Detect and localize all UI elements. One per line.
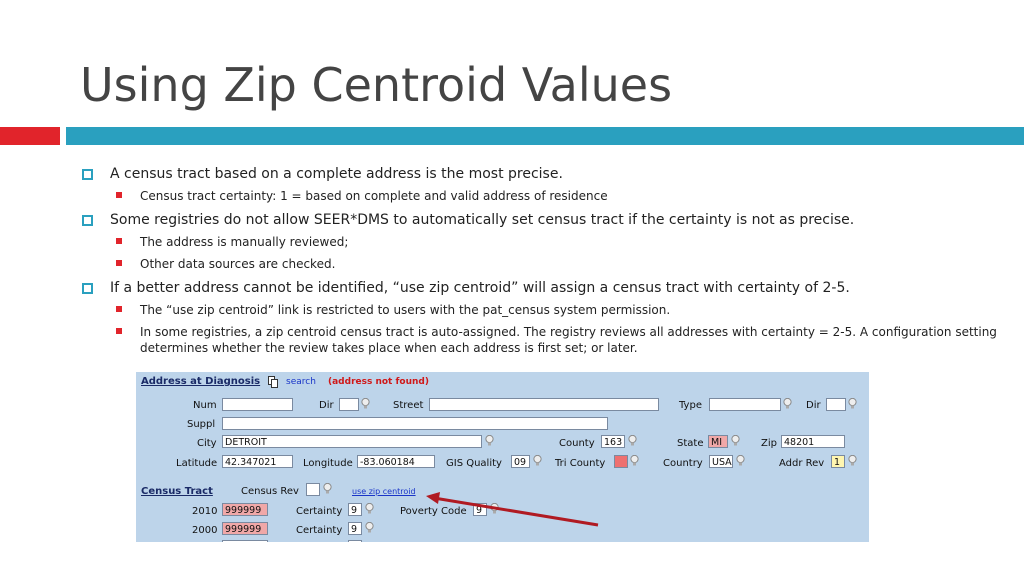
certainty-2010-label: Certainty	[296, 506, 343, 517]
copy-icon[interactable]	[268, 376, 278, 388]
type-label: Type	[679, 400, 702, 411]
census-tract-header: Census Tract	[141, 486, 213, 497]
square-bullet-icon	[82, 283, 93, 294]
census-rev-input[interactable]	[306, 483, 320, 496]
num-label: Num	[193, 400, 217, 411]
title-accent-red-bar	[0, 127, 60, 145]
state-label: State	[677, 438, 704, 449]
lightbulb-icon[interactable]	[736, 455, 745, 467]
lightbulb-icon[interactable]	[630, 455, 639, 467]
annotation-arrow	[416, 490, 606, 530]
lightbulb-icon[interactable]	[628, 435, 637, 447]
red-square-bullet-icon	[116, 328, 122, 334]
type-input[interactable]	[709, 398, 781, 411]
gis-quality-label: GIS Quality	[446, 458, 502, 469]
city-label: City	[197, 438, 217, 449]
tract-partial-input[interactable]	[222, 540, 268, 542]
certainty-2000-input[interactable]: 9	[348, 522, 362, 535]
sub-bullet-text: The “use zip centroid” link is restricted to users with the pat_census system permission.	[140, 303, 671, 317]
sub-bullet-item	[82, 234, 1002, 250]
year-2000-label: 2000	[192, 525, 218, 536]
sub-bullet-item	[82, 188, 1002, 204]
street-input[interactable]	[429, 398, 659, 411]
sub-bullet-text: In some registries, a zip centroid census tract is auto-assigned. The registry reviews all addresses with certainty = 2-5. A configuration setting determines whether the review takes place when each address is first set; or later.	[140, 325, 997, 355]
certainty-2000-label: Certainty	[296, 525, 343, 536]
lightbulb-icon[interactable]	[533, 455, 542, 467]
longitude-input[interactable]: -83.060184	[357, 455, 435, 468]
address-status-text: (address not found)	[328, 377, 429, 387]
country-input[interactable]: USA	[709, 455, 733, 468]
lightbulb-icon[interactable]	[361, 398, 370, 410]
dir2-input[interactable]	[826, 398, 846, 411]
red-square-bullet-icon	[116, 192, 122, 198]
zip-input[interactable]: 48201	[781, 435, 845, 448]
bullet-text: Some registries do not allow SEER*DMS to automatically set census tract if the certainty is not as precise.	[110, 212, 855, 228]
dir-label: Dir	[319, 400, 334, 411]
num-input[interactable]	[222, 398, 293, 411]
certainty-2010-input[interactable]: 9	[348, 503, 362, 516]
latitude-input[interactable]: 42.347021	[222, 455, 293, 468]
lightbulb-icon[interactable]	[485, 435, 494, 447]
year-2010-label: 2010	[192, 506, 218, 517]
tri-county-input[interactable]	[614, 455, 628, 468]
red-square-bullet-icon	[116, 306, 122, 312]
street-label: Street	[393, 400, 424, 411]
suppl-label: Suppl	[187, 419, 216, 430]
county-label: County	[559, 438, 595, 449]
poverty-code-input[interactable]: 9	[473, 503, 487, 516]
bullet-text: A census tract based on a complete address is the most precise.	[110, 166, 563, 182]
census-rev-label: Census Rev	[241, 486, 299, 497]
tri-county-label: Tri County	[555, 458, 606, 469]
dir2-label: Dir	[806, 400, 821, 411]
lightbulb-icon[interactable]	[365, 522, 374, 534]
slide-title: Using Zip Centroid Values	[80, 58, 673, 112]
red-square-bullet-icon	[116, 238, 122, 244]
bullet-item	[82, 210, 1002, 230]
lightbulb-icon[interactable]	[365, 503, 374, 515]
lightbulb-icon[interactable]	[848, 398, 857, 410]
addr-rev-label: Addr Rev	[779, 458, 825, 469]
address-at-diagnosis-header: Address at Diagnosis	[141, 376, 261, 387]
sub-bullet-text: Other data sources are checked.	[140, 257, 336, 271]
lightbulb-icon[interactable]	[323, 483, 332, 495]
sub-bullet-item	[82, 324, 1002, 356]
square-bullet-icon	[82, 169, 93, 180]
suppl-input[interactable]	[222, 417, 608, 430]
bullet-item	[82, 278, 1002, 298]
bullet-text: If a better address cannot be identified, “use zip centroid” will assign a census tract with certainty of 2-5.	[110, 280, 850, 296]
use-zip-centroid-link[interactable]: use zip centroid	[352, 487, 416, 496]
longitude-label: Longitude	[303, 458, 353, 469]
bullet-item	[82, 164, 1002, 184]
sub-bullet-item	[82, 256, 1002, 272]
zip-label: Zip	[761, 438, 777, 449]
lightbulb-icon[interactable]	[848, 455, 857, 467]
county-input[interactable]: 163	[601, 435, 625, 448]
gis-quality-input[interactable]: 09	[511, 455, 530, 468]
addr-rev-input[interactable]: 1	[831, 455, 845, 468]
title-accent-blue-bar	[66, 127, 1024, 145]
lightbulb-icon[interactable]	[731, 435, 740, 447]
sub-bullet-text: Census tract certainty: 1 = based on complete and valid address of residence	[140, 189, 608, 203]
dir-input[interactable]	[339, 398, 359, 411]
square-bullet-icon	[82, 215, 93, 226]
search-link[interactable]: search	[286, 377, 316, 387]
latitude-label: Latitude	[176, 458, 218, 469]
bullet-list	[82, 164, 1002, 356]
state-input[interactable]: MI	[708, 435, 728, 448]
sub-bullet-text: The address is manually reviewed;	[140, 235, 349, 249]
lightbulb-icon[interactable]	[783, 398, 792, 410]
address-form-panel	[136, 372, 869, 542]
red-square-bullet-icon	[116, 260, 122, 266]
tract-2010-input[interactable]: 999999	[222, 503, 268, 516]
certainty-partial-input[interactable]	[348, 540, 362, 542]
sub-bullet-item	[82, 302, 1002, 318]
country-label: Country	[663, 458, 703, 469]
poverty-code-label: Poverty Code	[400, 506, 467, 517]
tract-2000-input[interactable]: 999999	[222, 522, 268, 535]
city-input[interactable]: DETROIT	[222, 435, 482, 448]
